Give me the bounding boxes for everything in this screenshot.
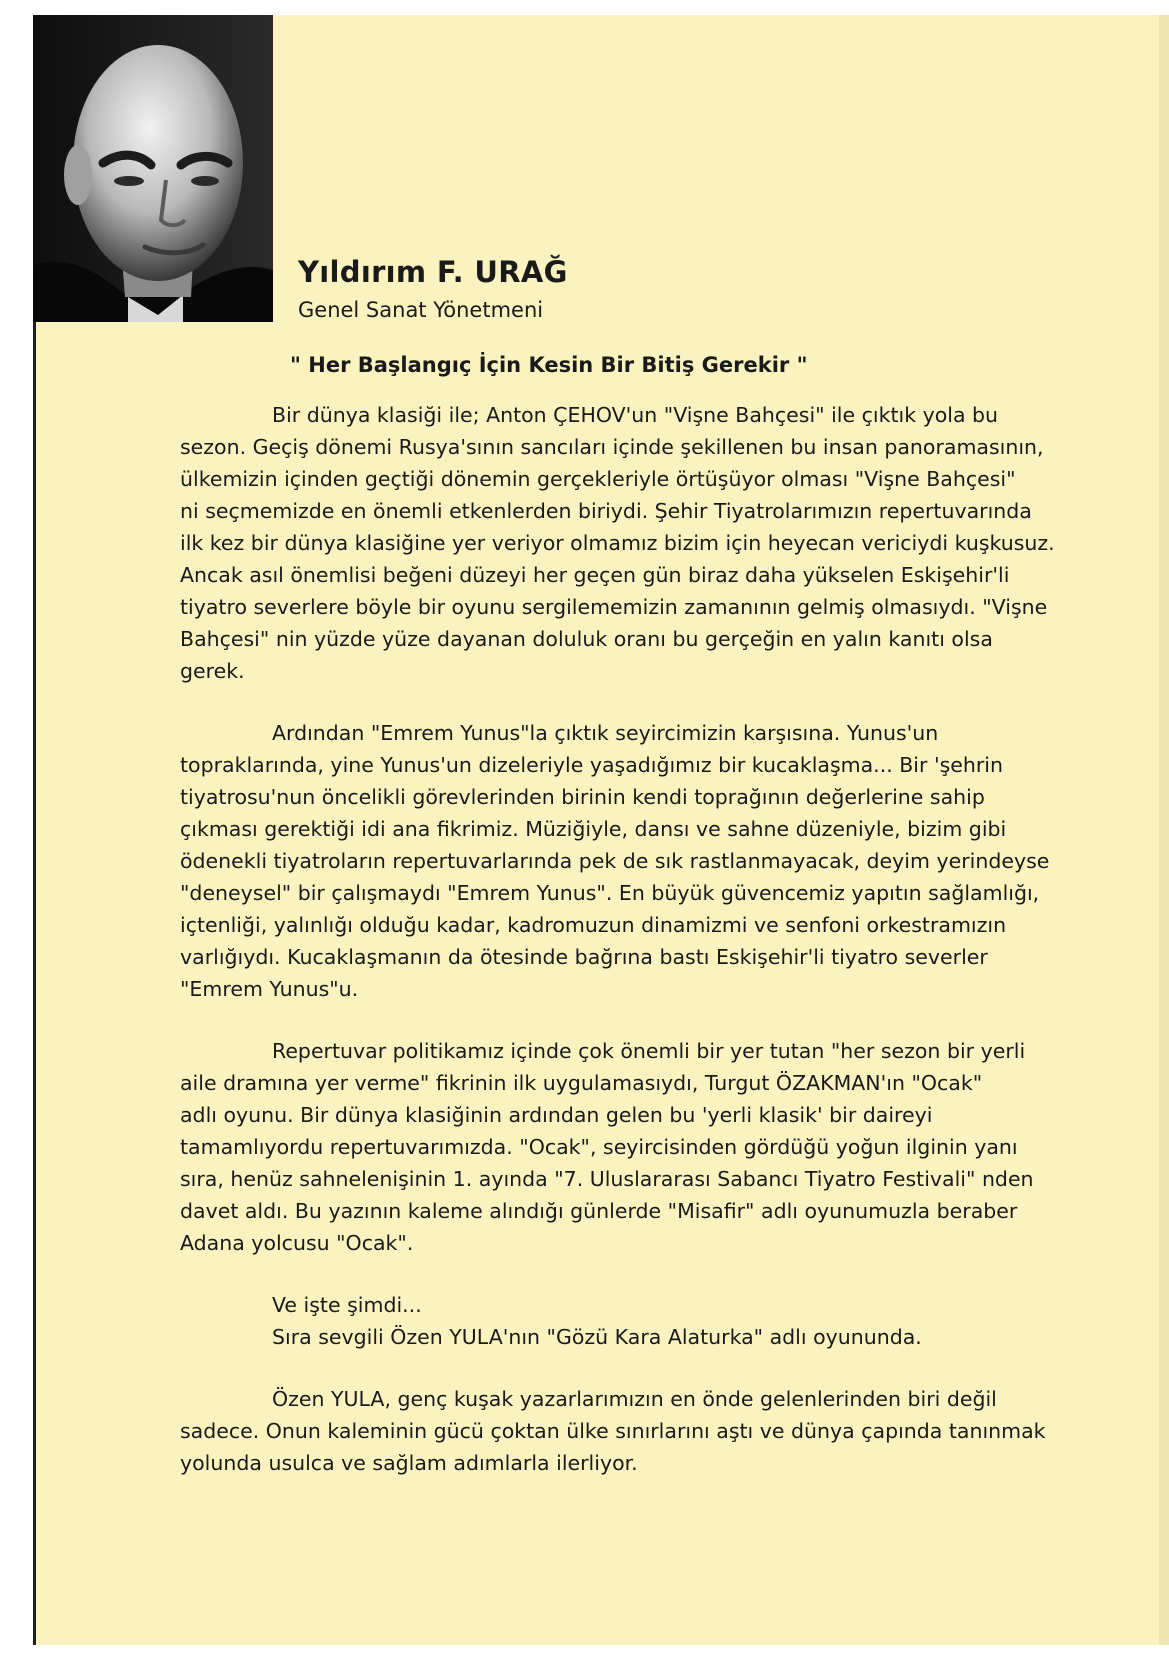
author-portrait <box>33 15 273 322</box>
body-line: sezon. Geçiş dönemi Rusya'sının sancıları içinde şekillenen bu insan panoramasının, <box>180 435 1044 459</box>
body-line: içtenliği, yalınlığı olduğu kadar, kadromuzun dinamizmi ve senfoni orkestramızın <box>180 913 1007 937</box>
body-line: varlığıydı. Kucaklaşmanın da ötesinde bağrına bastı Eskişehir'li tiyatro severler <box>180 945 988 969</box>
body-line: çıkması gerektiği idi ana fikrimiz. Müziğiyle, dansı ve sahne düzeniyle, bizim gibi <box>180 817 1007 841</box>
body-line: sıra, henüz sahnelenişinin 1. ayında "7. Uluslararası Sabancı Tiyatro Festivali" nden <box>180 1167 1034 1191</box>
body-line: ödenekli tiyatroların repertuvarlarında pek de sık rastlanmayacak, deyim yerindeyse <box>180 849 1050 873</box>
body-line: tiyatro severlere böyle bir oyunu sergilememizin zamanının gelmiş olmasıydı. "Vişne <box>180 595 1048 619</box>
body-line: Ancak asıl önemlisi beğeni düzeyi her geçen gün biraz daha yükselen Eskişehir'li <box>180 563 1010 587</box>
body-line: ni seçmemizde en önemli etkenlerden biriydi. Şehir Tiyatrolarımızın repertuvarında <box>180 499 1032 523</box>
author-role: Genel Sanat Yönetmeni <box>298 298 544 322</box>
body-line: Bir dünya klasiği ile; Anton ÇEHOV'un "Vişne Bahçesi" ile çıktık yola bu <box>272 403 999 427</box>
body-line: tamamlıyordu repertuvarımızda. "Ocak", seyircisinden gördüğü yoğun ilginin yanı <box>180 1135 1018 1159</box>
body-line: Repertuvar politikamız içinde çok önemli bir yer tutan "her sezon bir yerli <box>272 1039 1026 1063</box>
body-line: Ve işte şimdi... <box>272 1293 422 1317</box>
page-edge-shadow <box>1159 15 1169 1645</box>
body-line: yolunda usulca ve sağlam adımlarla ilerliyor. <box>180 1451 638 1475</box>
body-line: adlı oyunu. Bir dünya klasiğinin ardından gelen bu 'yerli klasik' bir daireyi <box>180 1103 933 1127</box>
body-line: Ardından "Emrem Yunus"la çıktık seyircimizin karşısına. Yunus'un <box>272 721 939 745</box>
body-line: aile dramına yer verme" fikrinin ilk uygulamasıydı, Turgut ÖZAKMAN'ın "Ocak" <box>180 1071 983 1095</box>
body-line: topraklarında, yine Yunus'un dizeleriyle yaşadığımız bir kucaklaşma... Bir 'şehrin <box>180 753 1003 777</box>
body-line: gerek. <box>180 659 245 683</box>
body-line: tiyatrosu'nun öncelikli görevlerinden birinin kendi toprağının değerlerine sahip <box>180 785 985 809</box>
body-line: Adana yolcusu "Ocak". <box>180 1231 414 1255</box>
body-line: "deneysel" bir çalışmaydı "Emrem Yunus". En büyük güvencemiz yapıtın sağlamlığı, <box>180 881 1040 905</box>
body-line: "Emrem Yunus"u. <box>180 977 359 1001</box>
body-line: Sıra sevgili Özen YULA'nın "Gözü Kara Alaturka" adlı oyununda. <box>272 1325 922 1349</box>
body-line: davet aldı. Bu yazının kaleme alındığı günlerde "Misafir" adlı oyunumuzla beraber <box>180 1199 1018 1223</box>
body-line: Özen YULA, genç kuşak yazarlarımızın en önde gelenlerinden biri değil <box>272 1387 997 1411</box>
body-line: Bahçesi" nin yüzde yüze dayanan doluluk oranı bu gerçeğin en yalın kanıtı olsa <box>180 627 993 651</box>
body-line: ilk kez bir dünya klasiğine yer veriyor olmamız bizim için heyecan vericiydi kuşkusuz. <box>180 531 1055 555</box>
portrait-illustration <box>33 15 273 322</box>
body-line: sadece. Onun kaleminin gücü çoktan ülke sınırlarını aştı ve dünya çapında tanınmak <box>180 1419 1046 1443</box>
essay-title: " Her Başlangıç İçin Kesin Bir Bitiş Gerekir " <box>290 353 808 377</box>
body-line: ülkemizin içinden geçtiği dönemin gerçekleriyle örtüşüyor olması "Vişne Bahçesi" <box>180 467 1016 491</box>
author-name: Yıldırım F. URAĞ <box>298 255 568 289</box>
